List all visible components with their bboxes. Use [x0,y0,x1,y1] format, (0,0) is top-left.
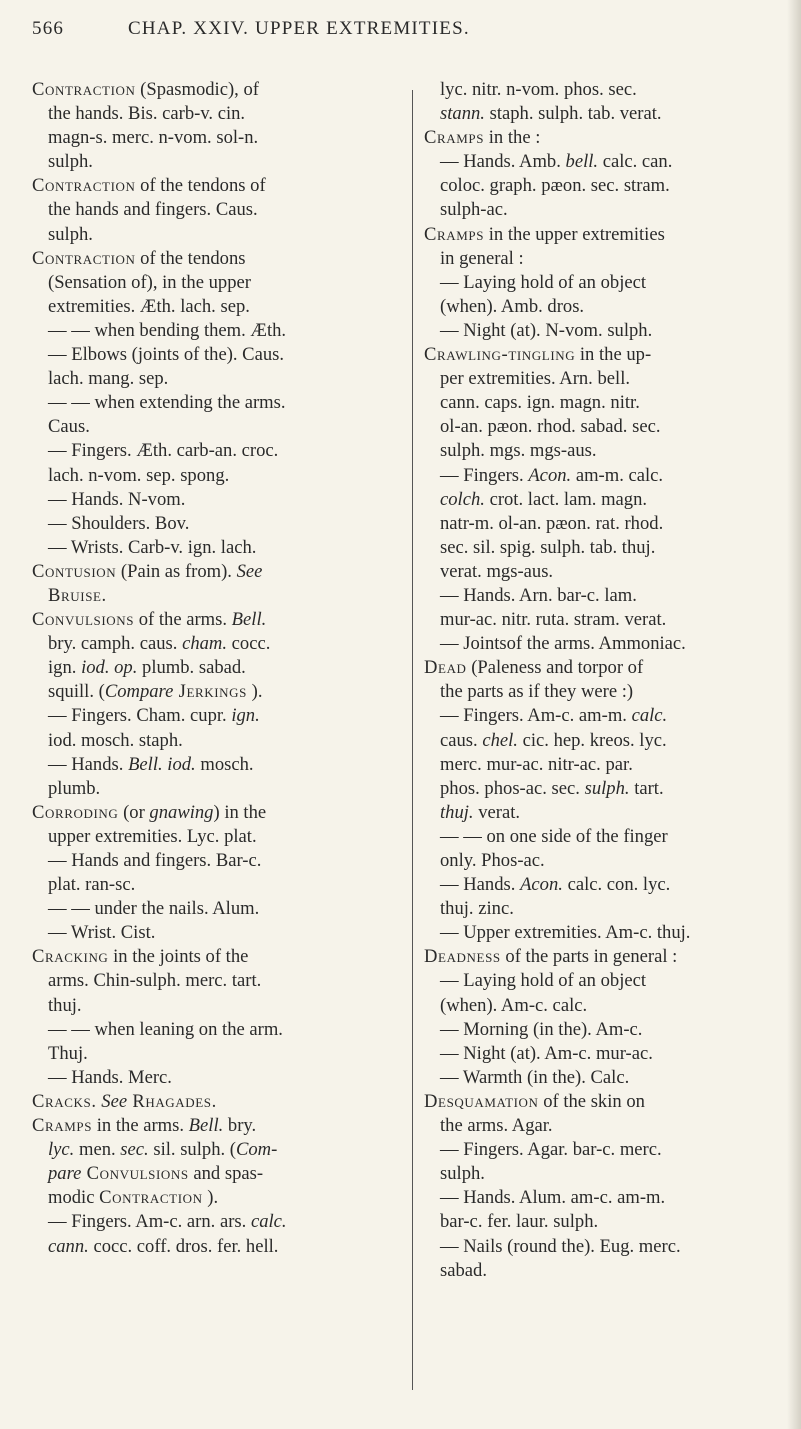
index-line [32,1042,404,1066]
index-line [424,825,780,849]
entry-text: sulph-ac. [440,199,508,221]
entry-text: cann. caps. ign. magn. nitr. [440,392,640,414]
entry-text: in the arms. [96,1115,189,1137]
index-line [424,1114,780,1138]
entry-text: and spas- [193,1163,264,1185]
entry-text: am-m. calc. [571,464,664,486]
index-line [32,464,404,488]
entry-text: the arms. Agar. [440,1115,553,1137]
entry-heading: Cramps [32,1115,93,1137]
index-line [424,777,780,801]
index-line [32,921,404,945]
entry-text: ol-an. pæon. rhod. sabad. sec. [440,416,661,438]
entry-text: — Fingers. Cham. cupr. [48,705,232,727]
entry-text: bry. [223,1115,257,1137]
italic-text: lyc. [48,1139,75,1161]
entry-text: thuj. zinc. [440,898,514,920]
index-line [424,608,780,632]
entry-text: ign. [48,657,82,679]
italic-text: chel. [482,729,518,751]
left-column [32,78,404,1259]
entry-text: — Morning (in the). Am-c. [440,1018,643,1040]
entry-text: bar-c. fer. laur. sulph. [440,1211,599,1233]
italic-text: See [101,1090,128,1112]
index-line [32,391,404,415]
entry-text: — Hands. N-vom. [48,488,186,510]
index-line [424,1186,780,1210]
entry-heading: Crawling-tingling [424,344,576,366]
italic-text: gnawing [149,801,214,823]
entry-text: — Nails (round the). Eug. merc. [440,1235,681,1257]
entry-heading: Deadness [424,946,501,968]
index-line [424,801,780,825]
entry-heading: Cramps [424,223,485,245]
entry-text: ) in the [213,801,267,823]
italic-text: sec. [120,1139,149,1161]
entry-text: (when). Am-c. calc. [440,994,588,1016]
entry-text: — — when leaning on the arm. [48,1018,283,1040]
italic-text: Compare [104,681,174,703]
entry-text: verat. mgs-aus. [440,560,554,582]
index-line [424,78,780,102]
entry-text: iod. mosch. staph. [48,729,183,751]
index-line [424,223,780,247]
italic-text: iod. op. [81,657,138,679]
index-line [32,825,404,849]
entry-text: — Warmth (in the). Calc. [440,1066,630,1088]
index-line [424,319,780,343]
entry-text: ). [251,681,263,703]
entry-text: arms. Chin-sulph. merc. tart. [48,970,262,992]
entry-text: — Fingers. Am-c. am-m. [440,705,632,727]
entry-heading: Cramps [424,127,485,149]
entry-text: lach. n-vom. sep. spong. [48,464,230,486]
index-line [424,849,780,873]
index-line [32,78,404,102]
entry-text: — Laying hold of an object [440,970,647,992]
italic-text: ign. [231,705,260,727]
index-line [424,994,780,1018]
entry-text: only. Phos-ac. [440,850,545,871]
entry-text: of the parts in general : [505,946,678,968]
index-line [424,656,780,680]
index-line [32,632,404,656]
index-line [32,801,404,825]
right-column [424,78,780,1283]
entry-text: crot. lact. lam. magn. [484,488,648,510]
index-line [424,1138,780,1162]
entry-text: Thuj. [48,1042,88,1064]
index-line [32,897,404,921]
index-line [32,512,404,536]
entry-text: — Hands. [440,874,521,896]
entry-text: the parts as if they were :) [440,681,634,703]
running-title: CHAP. XXIV. UPPER EXTREMITIES. [128,18,470,39]
page-edge-shadow [787,0,801,1429]
entry-text: — Wrists. Carb-v. ign. lach. [48,536,257,558]
index-line [424,536,780,560]
italic-text: calc. [250,1211,287,1233]
index-line [424,729,780,753]
index-line [32,994,404,1018]
index-line [424,198,780,222]
entry-text: cocc. [227,633,271,655]
entry-text: of the skin on [543,1090,645,1112]
entry-heading: Bruise. [48,584,107,606]
entry-text: Caus. [48,416,90,438]
entry-text: verat. [473,801,521,823]
index-line [424,1210,780,1234]
entry-text: calc. can. [598,151,673,173]
entry-text: squill. ( [48,681,105,703]
entry-text: sabad. [440,1259,487,1281]
entry-text: — — under the nails. Alum. [48,898,260,920]
index-line [424,343,780,367]
entry-text: of the tendons [140,247,246,269]
index-line [32,1138,404,1162]
entry-text: — Wrist. Cist. [48,922,156,944]
index-line [424,704,780,728]
index-line [32,584,404,608]
entry-text: — Hands. Alum. am-c. am-m. [440,1187,666,1209]
entry-heading: Cracks. [32,1090,97,1112]
index-line [424,632,780,656]
entry-text: modic [48,1187,100,1209]
entry-text: (Sensation of), in the upper [48,271,251,293]
entry-text: sec. sil. spig. sulph. tab. thuj. [440,536,656,558]
italic-text: Com- [235,1139,278,1161]
entry-text: — Elbows (joints of the). Caus. [48,344,285,366]
index-line [424,439,780,463]
index-line [32,1210,404,1234]
entry-heading: Desquamation [424,1090,539,1112]
italic-text: calc. [631,705,668,727]
entry-text: — Hands. Merc. [48,1066,172,1088]
entry-text: of the arms. [138,609,232,631]
italic-text: Bell. iod. [128,753,196,775]
index-line [32,102,404,126]
entry-heading: Contraction [32,175,136,197]
index-line [32,150,404,174]
index-line [424,102,780,126]
index-line [32,319,404,343]
entry-heading: Rhagades. [127,1090,217,1112]
entry-text: lach. mang. sep. [48,368,169,390]
italic-text: See [236,560,263,582]
index-line [424,921,780,945]
entry-text: mur-ac. nitr. ruta. stram. verat. [440,609,667,631]
entry-text: — Hands. [48,753,129,775]
entry-text: upper extremities. Lyc. plat. [48,825,257,847]
index-line [424,873,780,897]
entry-text: phos. phos-ac. sec. [440,777,585,799]
index-line [424,1259,780,1283]
index-line [424,753,780,777]
index-line [32,873,404,897]
entry-text: bry. camph. caus. [48,633,183,655]
entry-heading: Contusion [32,560,117,582]
entry-text: sil. sulph. ( [148,1139,236,1161]
italic-text: Bell. [188,1115,224,1137]
entry-text: of the tendons of [140,175,266,197]
entry-text: — Upper extremities. Am-c. thuj. [440,922,691,944]
italic-text: thuj. [440,801,474,823]
italic-text: Bell. [231,609,267,631]
entry-text: — Hands. Arn. bar-c. lam. [440,584,637,606]
index-line [424,560,780,584]
entry-text: thuj. [48,994,82,1016]
italic-text: Acon. [528,464,572,486]
entry-text: in the upper extremities [488,223,665,245]
index-line [32,1066,404,1090]
entry-text: — Night (at). Am-c. mur-ac. [440,1042,653,1064]
index-line [424,415,780,439]
index-line [424,126,780,150]
entry-text: men. [74,1139,121,1161]
index-line [424,969,780,993]
index-line [32,174,404,198]
entry-heading: Dead [424,657,467,679]
index-line [32,680,404,704]
column-divider [412,90,413,1390]
index-line [424,247,780,271]
entry-text: magn-s. merc. n-vom. sol-n. [48,127,259,149]
entry-text: (Spasmodic), of [140,79,259,100]
entry-text: sulph. [440,1163,485,1185]
entry-text: per extremities. Arn. bell. [440,368,631,390]
index-line [32,753,404,777]
entry-text: cocc. coff. dros. fer. hell. [88,1235,279,1257]
italic-text: cann. [48,1235,89,1257]
index-line [32,247,404,271]
index-line [424,584,780,608]
italic-text: cham. [182,633,228,655]
italic-text: sulph. [584,777,630,799]
entry-text: in the : [488,127,541,149]
italic-text: bell. [565,151,599,173]
index-line [424,464,780,488]
index-line [32,488,404,512]
entry-text: sulph. mgs. mgs-aus. [440,440,597,462]
index-line [32,656,404,680]
entry-text: (when). Amb. dros. [440,295,585,317]
entry-heading: Corroding [32,801,119,823]
entry-heading: Contraction [32,79,136,100]
entry-text: — — when extending the arms. [48,392,286,414]
index-line [424,945,780,969]
index-line [32,343,404,367]
index-line [32,560,404,584]
entry-text: — Fingers. Am-c. arn. ars. [48,1211,251,1233]
index-line [32,704,404,728]
entry-heading: Convulsions [32,609,135,631]
entry-text: — Shoulders. Bov. [48,512,190,534]
index-line [424,680,780,704]
index-line [424,150,780,174]
index-line [32,126,404,150]
index-line [424,295,780,319]
entry-text: natr-m. ol-an. pæon. rat. rhod. [440,512,664,534]
entry-text: calc. con. lyc. [562,874,671,896]
index-line [32,439,404,463]
index-line [32,271,404,295]
entry-text: sulph. [48,151,93,173]
entry-text: in general : [440,247,524,269]
entry-text: the hands and fingers. Caus. [48,199,258,221]
index-line [32,1162,404,1186]
entry-text: — Night (at). N-vom. sulph. [440,319,653,341]
italic-text: colch. [440,488,485,510]
index-line [32,969,404,993]
entry-text: — Jointsof the arms. Ammoniac. [440,633,686,655]
entry-text: plumb. sabad. [137,657,246,679]
entry-text: sulph. [48,223,93,245]
index-line [32,849,404,873]
index-line [424,1235,780,1259]
index-line [424,391,780,415]
index-line [32,198,404,222]
entry-text: plat. ran-sc. [48,874,136,896]
index-line [424,1090,780,1114]
entry-text: (or [123,801,150,823]
entry-text: in the joints of the [113,946,249,968]
index-line [424,1162,780,1186]
entry-text: merc. mur-ac. nitr-ac. par. [440,753,633,775]
index-line [32,367,404,391]
italic-text: pare [48,1163,82,1185]
index-line [32,1114,404,1138]
entry-text: staph. sulph. tab. verat. [484,103,662,125]
entry-heading: Jerkings [173,681,247,703]
entry-text: caus. [440,729,483,751]
index-line [32,415,404,439]
index-line [32,1235,404,1259]
italic-text: stann. [440,103,485,125]
entry-text: — Fingers. Agar. bar-c. merc. [440,1139,662,1161]
index-line [424,1066,780,1090]
index-line [424,367,780,391]
entry-text: — Laying hold of an object [440,271,647,293]
index-line [32,1186,404,1210]
index-line [424,897,780,921]
entry-text: ). [207,1187,219,1209]
index-line [424,1042,780,1066]
entry-text: lyc. nitr. n-vom. phos. sec. [440,79,637,100]
entry-text: tart. [629,777,664,799]
index-line [32,295,404,319]
entry-text: — — on one side of the finger [440,825,668,847]
index-line [424,1018,780,1042]
entry-text: the hands. Bis. carb-v. cin. [48,103,246,125]
index-line [32,1018,404,1042]
entry-text: in the up- [579,344,652,366]
entry-text: plumb. [48,777,101,799]
entry-text: — Fingers. Æth. carb-an. croc. [48,440,279,462]
entry-text: — Hands. Amb. [440,151,566,173]
index-line [32,536,404,560]
index-line [424,174,780,198]
entry-heading: Cracking [32,946,109,968]
index-line [32,223,404,247]
entry-text: mosch. [195,753,254,775]
page-number: 566 [32,18,65,39]
entry-text: — — when bending them. Æth. [48,319,287,341]
index-line [32,1090,404,1114]
entry-text: coloc. graph. pæon. sec. stram. [440,175,670,197]
index-line [424,512,780,536]
entry-text: extremities. Æth. lach. sep. [48,295,250,317]
italic-text: Acon. [520,874,563,896]
entry-text: — Fingers. [440,464,529,486]
index-line [32,729,404,753]
entry-text: (Paleness and torpor of [471,657,644,679]
entry-text: — Hands and fingers. Bar-c. [48,850,262,871]
entry-text: (Pain as from). [120,560,237,582]
entry-heading: Contraction [32,247,136,269]
entry-heading: Convulsions [81,1163,189,1185]
index-line [32,608,404,632]
index-line [424,271,780,295]
index-line [424,488,780,512]
running-head [32,18,761,48]
index-line [32,777,404,801]
entry-heading: Contraction [99,1187,203,1209]
entry-text: cic. hep. kreos. lyc. [517,729,667,751]
index-line [32,945,404,969]
